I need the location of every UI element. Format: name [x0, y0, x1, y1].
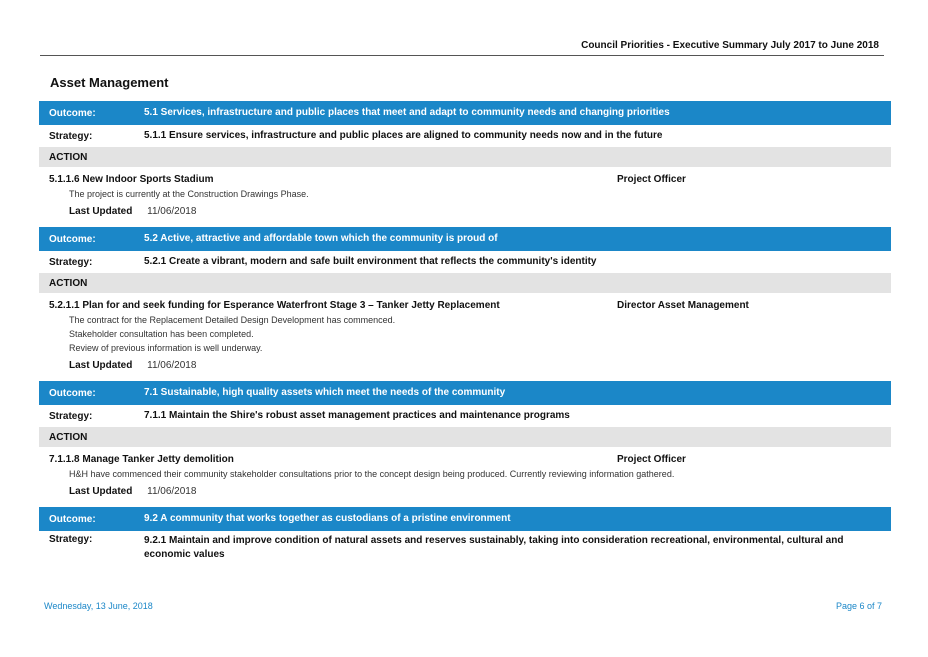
page-header — [40, 38, 884, 56]
action-title: 5.1.1.6 New Indoor Sports Stadium — [49, 174, 214, 185]
outcome-text: 5.1 Services, infrastructure and public places that meet and adapt to community needs and changing priorities — [144, 107, 670, 118]
strategy-row — [39, 405, 891, 427]
action-header: ACTION — [39, 147, 891, 167]
strategy-text: 7.1.1 Maintain the Shire's robust asset management practices and maintenance programs — [144, 410, 570, 421]
footer-page-number: Page 6 of 7 — [835, 601, 882, 611]
outcome-row — [39, 381, 891, 405]
outcome-row — [39, 101, 891, 125]
strategy-label: Strategy: — [49, 410, 93, 422]
last-updated-label: Last Updated — [69, 206, 133, 217]
last-updated — [39, 484, 891, 499]
strategy-row — [39, 125, 891, 147]
strategy-label: Strategy: — [49, 256, 93, 268]
action-item — [39, 293, 891, 381]
outcome-label: Outcome: — [49, 513, 96, 525]
action-item — [39, 167, 891, 227]
action-description: Review of previous information is well underway. — [69, 343, 263, 353]
outcome-text: 7.1 Sustainable, high quality assets which meet the needs of the community — [144, 387, 506, 398]
strategy-label: Strategy: — [49, 534, 93, 545]
last-updated-date: 11/06/2018 — [147, 360, 197, 371]
strategy-text: 5.1.1 Ensure services, infrastructure and public places are aligned to community needs now and in the future — [144, 130, 663, 141]
strategy-row — [39, 251, 891, 273]
outcome-text: 5.2 Active, attractive and affordable town which the community is proud of — [144, 233, 498, 244]
action-title: 7.1.1.8 Manage Tanker Jetty demolition — [49, 454, 234, 465]
strategy-text: 5.2.1 Create a vibrant, modern and safe built environment that reflects the community's identity — [144, 256, 597, 267]
action-title: 5.2.1.1 Plan for and seek funding for Esperance Waterfront Stage 3 – Tanker Jetty Replacement — [49, 300, 500, 311]
outcome-label: Outcome: — [49, 387, 96, 399]
section-title: Asset Management — [50, 75, 169, 90]
action-header: ACTION — [39, 427, 891, 447]
outcome-label: Outcome: — [49, 233, 96, 245]
last-updated-date: 11/06/2018 — [147, 486, 197, 497]
action-responsible: Project Officer — [617, 174, 686, 185]
action-description: Stakeholder consultation has been completed. — [69, 329, 254, 339]
outcome-row — [39, 507, 891, 531]
footer-date: Wednesday, 13 June, 2018 — [44, 601, 153, 611]
outcome-row — [39, 227, 891, 251]
last-updated — [39, 204, 891, 219]
last-updated-label: Last Updated — [69, 486, 133, 497]
action-description: The contract for the Replacement Detailed Design Development has commenced. — [69, 315, 396, 325]
last-updated — [39, 358, 891, 373]
outcome-label: Outcome: — [49, 107, 96, 119]
strategy-row — [39, 531, 891, 563]
last-updated-label: Last Updated — [69, 360, 133, 371]
action-description: H&H have commenced their community stakeholder consultations prior to the concept design being produced. Currently reviewing information gathered. — [69, 469, 675, 479]
last-updated-date: 11/06/2018 — [147, 206, 197, 217]
strategy-label: Strategy: — [49, 130, 93, 142]
action-item — [39, 447, 891, 507]
action-description: The project is currently at the Construction Drawings Phase. — [69, 189, 309, 199]
action-header: ACTION — [39, 273, 891, 293]
priorities-table — [39, 101, 891, 563]
action-responsible: Director Asset Management — [617, 300, 749, 311]
strategy-text: 9.2.1 Maintain and improve condition of natural assets and reserves sustainably, taking into consideration recreational, environmental, cultural and economic values — [144, 535, 844, 560]
action-responsible: Project Officer — [617, 454, 686, 465]
outcome-text: 9.2 A community that works together as custodians of a pristine environment — [144, 513, 511, 524]
report-title: Council Priorities - Executive Summary July 2017 to June 2018 — [581, 40, 879, 51]
